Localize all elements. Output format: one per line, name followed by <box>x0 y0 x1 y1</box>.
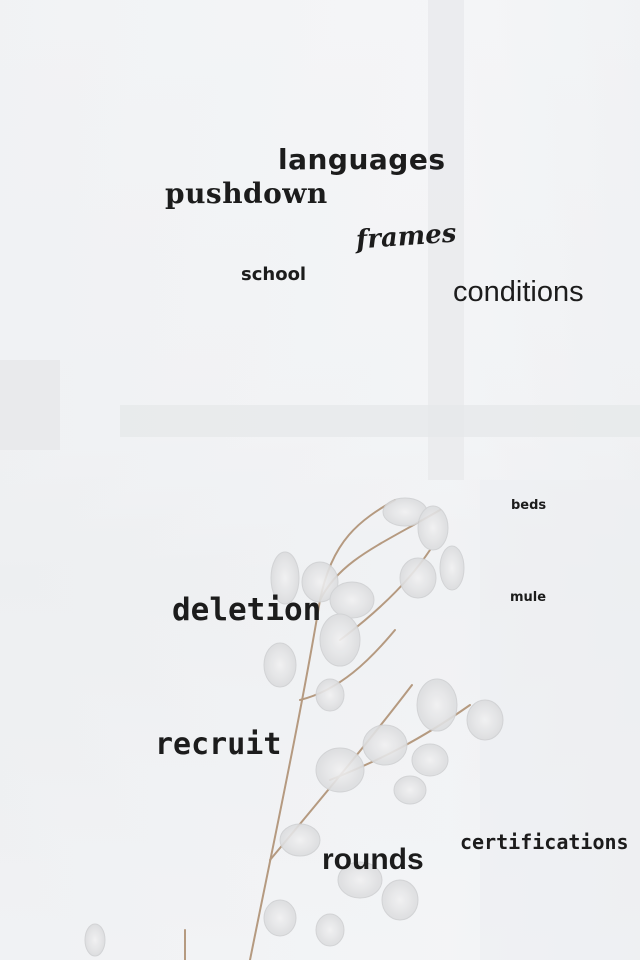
word-languages: languages <box>278 143 446 176</box>
word-pushdown: pushdown <box>165 177 328 210</box>
word-mule: mule <box>510 590 547 605</box>
word-rounds: rounds <box>322 843 424 876</box>
wall-panel <box>480 480 640 960</box>
word-frames: frames <box>355 218 458 256</box>
word-certifications: certifications <box>460 830 629 854</box>
word-recruit: recruit <box>155 727 282 762</box>
window-frame-horizontal <box>120 405 640 437</box>
word-school: school <box>241 264 307 285</box>
word-beds: beds <box>511 498 547 513</box>
word-deletion: deletion <box>172 592 322 628</box>
window-frame-corner <box>0 360 60 450</box>
word-conditions: conditions <box>453 276 584 308</box>
